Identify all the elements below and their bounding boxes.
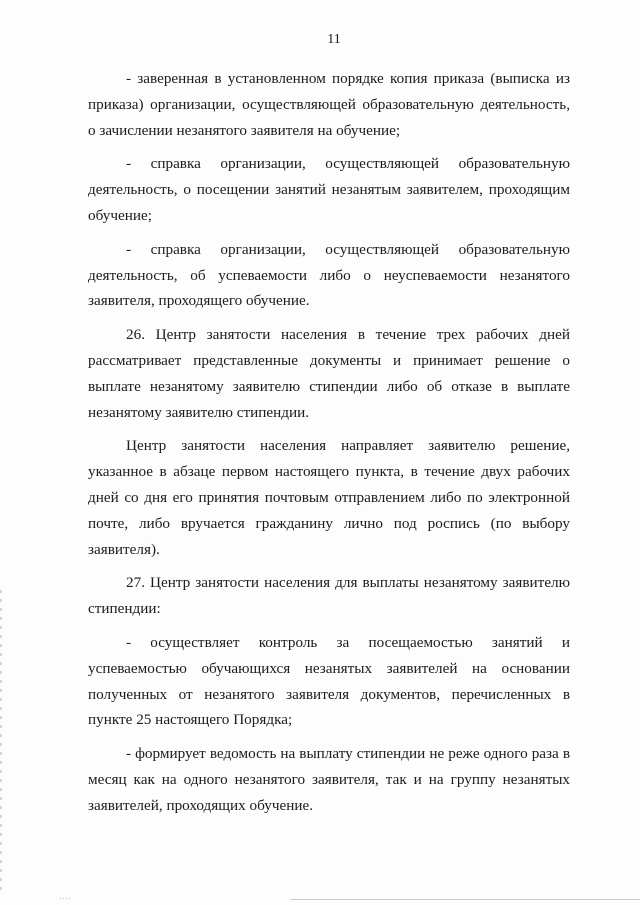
paragraph-attendance-certificate: - справка организации, осуществляющей образовательную деятельность, о посещении занятий незанятым заявителем, проходящим обучение; — [88, 155, 570, 224]
paragraph-order-copy: - заверенная в установленном порядке копия приказа (выписка из приказа) организации, осуществляющей образовательную деятельность, о зачислении незанятого заявителя на обучение; — [88, 70, 570, 139]
paragraph-item-26: 26. Центр занятости населения в течение трех рабочих дней рассматривает представленные документы и принимает решение о выплате незанятому заявителю стипендии либо об отказе в выплате незанятому заявителю стипендии. — [88, 326, 570, 421]
paragraph-payment-statement: - формирует ведомость на выплату стипендии не реже одного раза в месяц как на одного незанятого заявителя, так и на группу незанятых заявителей, проходящих обучение. — [88, 745, 570, 814]
scan-bottom-rule — [290, 899, 640, 900]
scan-bottom-dots — [60, 898, 70, 899]
document-body — [88, 66, 570, 827]
page-number: 11 — [327, 32, 341, 47]
scan-edge-mark — [0, 590, 2, 890]
paragraph-item-27: 27. Центр занятости населения для выплаты незанятому заявителю стипендии: — [88, 574, 570, 618]
paragraph-decision-notice: Центр занятости населения направляет заявителю решение, указанное в абзаце первом настоящего пункта, в течение двух рабочих дней со дня его принятия почтовым отправлением либо по электронной почте, либо вручается гражданину лично под роспись (по выбору заявителя). — [88, 437, 570, 558]
paragraph-attendance-control: - осуществляет контроль за посещаемостью занятий и успеваемостью обучающихся незанятых заявителей на основании полученных от незанятого заявителя документов, перечисленных в пункте 25 настоящего Порядка; — [88, 633, 570, 729]
paragraph-progress-certificate: - справка организации, осуществляющей образовательную деятельность, об успеваемости либо о неуспеваемости незанятого заявителя, проходящего обучение. — [88, 240, 570, 310]
